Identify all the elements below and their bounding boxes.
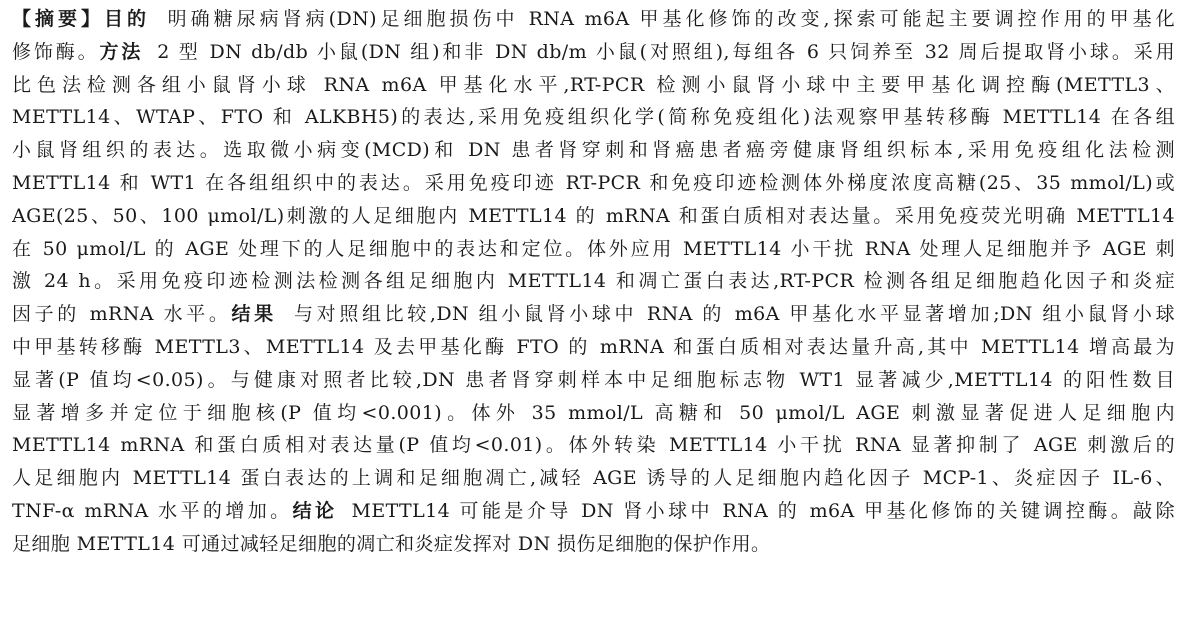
abstract-line-10 [12, 298, 1175, 331]
results-text-end: TNF-α mRNA 水平的增加。 [12, 499, 293, 522]
results-label: 结果 [231, 303, 277, 326]
abstract-line-7: AGE(25、50、100 μmol/L)刺激的人足细胞内 METTL14 的 mRNA 和蛋白质相对表达量。采用免疫荧光明确 METTL14 [12, 204, 1175, 227]
conclusion-label: 结论 [292, 499, 338, 522]
abstract-line-5: 小鼠肾组织的表达。选取微小病变(MCD)和 DN 患者肾穿刺和肾癌患者癌旁健康肾组织标本,采用免疫组化法检测 [12, 139, 1175, 162]
abstract-line-2 [12, 36, 1175, 69]
methods-text: 2 型 DN db/db 小鼠(DN 组)和非 DN db/m 小鼠(对照组),每组各 6 只饲养至 32 周后提取肾小球。采用 [157, 40, 1175, 63]
abstract-line-9: 激 24 h。采用免疫印迹检测法检测各组足细胞内 METTL14 和凋亡蛋白表达,RT-PCR 检测各组足细胞趋化因子和炎症 [12, 270, 1175, 293]
abstract-line-15: 人足细胞内 METTL14 蛋白表达的上调和足细胞凋亡,减轻 AGE 诱导的人足细胞内趋化因子 MCP-1、炎症因子 IL-6、 [12, 467, 1175, 490]
methods-label: 方法 [99, 40, 144, 63]
abstract-line-17: 足细胞 METTL14 可通过减轻足细胞的凋亡和炎症发挥对 DN 损伤足细胞的保护作用。 [12, 532, 771, 555]
abstract-line-8: 在 50 μmol/L 的 AGE 处理下的人足细胞中的表达和定位。体外应用 METTL14 小干扰 RNA 处理人足细胞并予 AGE 刺 [12, 237, 1175, 260]
abstract-line-3: 比色法检测各组小鼠肾小球 RNA m6A 甲基化水平,RT-PCR 检测小鼠肾小球中主要甲基化调控酶(METTL3、 [12, 73, 1175, 96]
aim-label: 目的 [104, 8, 151, 30]
abstract-line-1 [12, 3, 1175, 36]
results-text: 与对照组比较,DN 组小鼠肾小球中 RNA 的 m6A 甲基化水平显著增加;DN 组小鼠肾小球 [290, 303, 1175, 326]
abstract-line-13: 显著增多并定位于细胞核(P 值均<0.001)。体外 35 mmol/L 高糖和 50 μmol/L AGE 刺激显著促进人足细胞内 [12, 401, 1175, 424]
aim-text-end: 修饰酶。 [12, 40, 100, 63]
abstract-line-12: 显著(P 值均<0.05)。与健康对照者比较,DN 患者肾穿刺样本中足细胞标志物 WT1 显著减少,METTL14 的阳性数目 [12, 368, 1175, 391]
abstract-line-14: METTL14 mRNA 和蛋白质相对表达量(P 值均<0.01)。体外转染 METTL14 小干扰 RNA 显著抑制了 AGE 刺激后的 [12, 434, 1175, 457]
aim-text: 明确糖尿病肾病(DN)足细胞损伤中 RNA m6A 甲基化修饰的改变,探索可能起主要调控作用的甲基化 [164, 8, 1175, 30]
abstract-line-16 [12, 495, 1175, 528]
abstract-line-6: METTL14 和 WT1 在各组组织中的表达。采用免疫印迹 RT-PCR 和免疫印迹检测体外梯度浓度高糖(25、35 mmol/L)或 [12, 171, 1175, 194]
methods-text-end: 因子的 mRNA 水平。 [12, 303, 232, 326]
conclusion-text: METTL14 可能是介导 DN 肾小球中 RNA 的 m6A 甲基化修饰的关键调控酶。敲除 [351, 499, 1175, 522]
abstract-line-11: 中甲基转移酶 METTL3、METTL14 及去甲基化酶 FTO 的 mRNA 和蛋白质相对表达量升高,其中 METTL14 增高最为 [12, 335, 1175, 358]
abstract-label: 【摘要】 [12, 8, 105, 30]
abstract-line-4: METTL14、WTAP、FTO 和 ALKBH5)的表达,采用免疫组织化学(简称免疫组化)法观察甲基转移酶 METTL14 在各组 [12, 106, 1175, 129]
